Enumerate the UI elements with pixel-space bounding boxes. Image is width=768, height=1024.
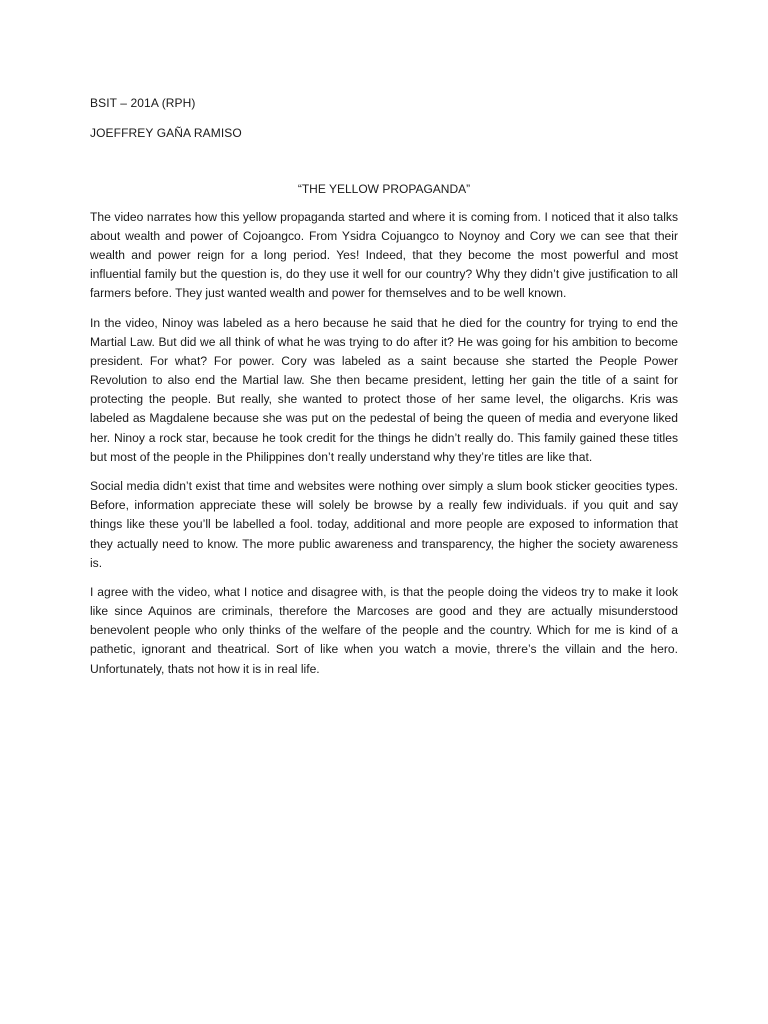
document-title: “THE YELLOW PROPAGANDA” <box>297 182 471 196</box>
course-section: BSIT – 201A (RPH) <box>90 96 196 110</box>
document-body <box>90 208 678 689</box>
author-name: JOEFFREY GAÑA RAMISO <box>90 126 242 140</box>
paragraph-2: In the video, Ninoy was labeled as a hero because he said that he died for the country for trying to end the Martial Law. But did we all think of what he was trying to do after it? He was going for his ambition to become president. For what? For power. Cory was labeled as a saint because she started the People Power Revolution to also end the Martial law. She then became president, letting her gain the title of a saint for protecting the people. But really, she wanted to protect those of her same level, the oligarchs. Kris was labeled as Magdalene because she was put on the pedestal of being the queen of media and everyone liked her. Ninoy a rock star, because he took credit for the things he didn’t really do. This family gained these titles but most of the people in the Philippines don’t really understand why they’re titles are like that. <box>90 315 678 464</box>
paragraph-1: The video narrates how this yellow propaganda started and where it is coming from. I noticed that it also talks about wealth and power of Cojoangco. From Ysidra Cojuangco to Noynoy and Cory we can see that their wealth and power reign for a long period. Yes! Indeed, that they become the most powerful and most influential family but the question is, do they use it well for our country? Why they didn’t give justification to all farmers before. They just wanted wealth and power for themselves and to be well known. <box>90 210 678 301</box>
paragraph-3: Social media didn’t exist that time and websites were nothing over simply a slum book sticker geocities types. Before, information appreciate these will solely be browse by a really few individuals. if you quit and say things like these you’ll be labelled a fool. today, additional and more people are exposed to information that they actually need to know. The more public awareness and transparency, the higher the society awareness is. <box>90 479 678 570</box>
paragraph-4: I agree with the video, what I notice and disagree with, is that the people doing the videos try to make it look like since Aquinos are criminals, therefore the Marcoses are good and they are actually misunderstood benevolent people who only thinks of the welfare of the people and the country. Which for me is kind of a pathetic, ignorant and theatrical. Sort of like when you watch a movie, threre’s the villain and the hero. Unfortunately, thats not how it is in real life. <box>90 585 678 676</box>
